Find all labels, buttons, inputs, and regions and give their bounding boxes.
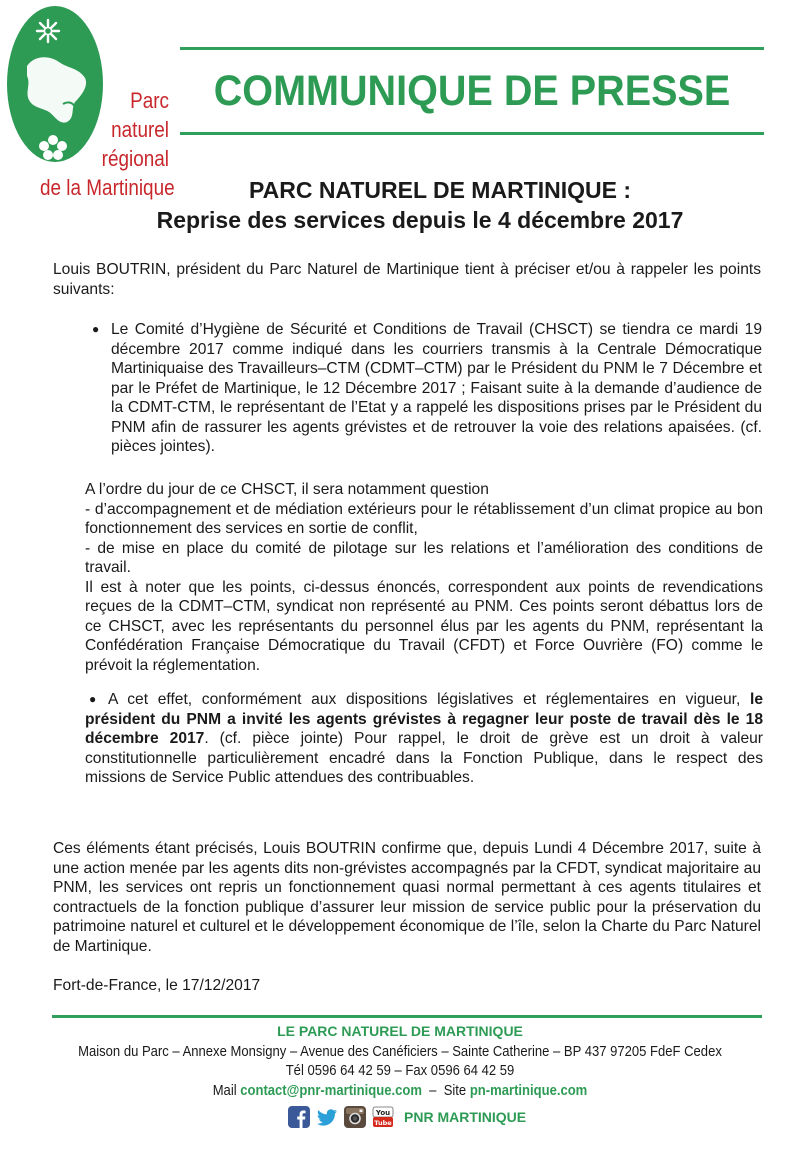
- twitter-icon[interactable]: [316, 1106, 338, 1128]
- bullet2-text-end: . (cf. pièce jointe) Pour rappel, le droit de grève est un droit à valeur constitutionnelle particulièrement encadré dans la Fonction Publique, dans le respect des missions de Service Public attendues des contribuables.: [85, 730, 763, 786]
- instagram-icon[interactable]: [344, 1106, 366, 1128]
- agenda-note: Il est à noter que les points, ci-dessus énoncés, correspondent aux points de revendications reçues de la CDMT–CTM, syndicat non représenté au PNM. Ces points seront débattus lors de ce CHSCT, avec les représentants du personnel élus par les agents du PNM, représentant la Confédération Française Démocratique du Travail (CFDT) et Force Ouvrière (FO) comme le prévoit la réglementation.: [85, 578, 763, 674]
- bullet-dot-icon: ●: [92, 322, 100, 336]
- logo-line: de la Martinique: [40, 175, 175, 200]
- svg-text:You: You: [375, 1109, 391, 1117]
- social-links: [288, 1104, 526, 1130]
- agenda-item: - d’accompagnement et de médiation extérieurs pour le rétablissement d’un climat propice au bon fonctionnement des services en sortie de conflit,: [85, 500, 763, 537]
- footer-org-name: LE PARC NATUREL DE MARTINIQUE: [277, 1023, 523, 1039]
- mail-label: Mail: [212, 1083, 237, 1099]
- document-title-line2: Reprise des services depuis le 4 décembre 2017: [156, 207, 684, 233]
- bullet2-text-start: A cet effet, conformément aux dispositions législatives et réglementaires en vigueur,: [108, 691, 750, 708]
- facebook-icon[interactable]: [288, 1106, 310, 1128]
- svg-text:Tube: Tube: [374, 1119, 392, 1127]
- social-label: PNR MARTINIQUE: [404, 1109, 527, 1125]
- document-title-line1: PARC NATUREL DE MARTINIQUE :: [248, 177, 632, 203]
- footer-phone-fax: Tél 0596 64 42 59 – Fax 0596 64 42 59: [285, 1063, 515, 1079]
- bullet-dot-icon: ●: [89, 692, 97, 706]
- star-flower-icon: [35, 18, 61, 44]
- mail-link[interactable]: contact@pnr-martinique.com: [240, 1083, 422, 1099]
- youtube-icon[interactable]: [372, 1106, 394, 1128]
- site-label: Site: [443, 1083, 467, 1099]
- conclusion-paragraph: Ces éléments étant précisés, Louis BOUTRIN confirme que, depuis Lundi 4 Décembre 2017, suite à une action menée par les agents dits non-grévistes accompagnés par la CFDT, syndicat majoritaire au PNM, les services ont repris un fonctionnement quasi normal permettant à ces agents titulaires et contractuels de la fonction publique d’assurer leur mission de service public pour la préservation du patrimoine naturel et culturel et le développement économique de l’île, selon la Charte du Parc Naturel de Martinique.: [53, 840, 761, 955]
- header-rule-bottom: [180, 132, 764, 135]
- logo-line: régional: [101, 146, 169, 171]
- header-title: COMMUNIQUE DE PRESSE: [213, 67, 731, 115]
- bullet-paragraph-chsct: Le Comité d’Hygiène de Sécurité et Conditions de Travail (CHSCT) se tiendra ce mardi 19 décembre 2017 comme indiqué dans les courriers transmis à la Centrale Démocratique Martiniquaise des Travailleurs–CTM (CDMT–CTM) par le Président du PNM le 7 Décembre et par le Préfet de Martinique, le 12 Décembre 2017 ; Faisant suite à la demande d’audience de la CDMT-CTM, le représentant de l’Etat y a rappelé les dispositions prises par le Président du PNM afin de rassurer les agents grévistes et de retrouver la voie des relations apaisées. (cf. pièces jointes).: [111, 321, 762, 455]
- footer-contact-line: [40, 1081, 760, 1101]
- header-rule-top: [180, 47, 764, 50]
- bullet-paragraph-return-to-work: [85, 690, 763, 788]
- site-link[interactable]: pn-martinique.com: [469, 1083, 588, 1099]
- agenda-section: [85, 480, 763, 675]
- bullet2-bold-text: le président du PNM a invité les agents grévistes à regagner leur poste de travail dès le 18 décembre 2017: [85, 691, 763, 747]
- place-date: Fort-de-France, le 17/12/2017: [53, 977, 261, 994]
- footer-address: Maison du Parc – Annexe Monsigny – Avenue des Canéficiers – Sainte Catherine – BP 437 97205 FdeF Cedex: [78, 1044, 722, 1060]
- logo-line: naturel: [111, 117, 169, 142]
- agenda-intro: A l’ordre du jour de ce CHSCT, il sera notamment question: [85, 481, 489, 498]
- footer-rule: [52, 1015, 762, 1018]
- intro-paragraph: Louis BOUTRIN, président du Parc Naturel de Martinique tient à préciser et/ou à rappeler les points suivants:: [53, 261, 761, 298]
- agenda-item: - de mise en place du comité de pilotage sur les relations et l’amélioration des conditions de travail.: [85, 539, 763, 576]
- contact-separator: –: [429, 1083, 437, 1099]
- logo-line: Parc: [130, 88, 169, 113]
